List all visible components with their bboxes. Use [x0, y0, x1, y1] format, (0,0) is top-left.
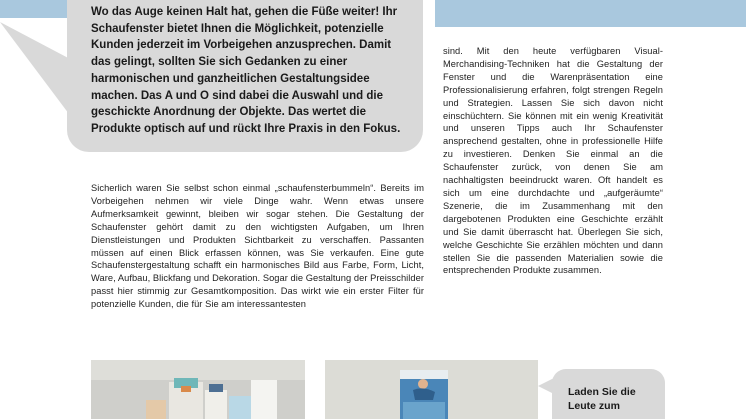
product-display-photo-2 [325, 360, 538, 419]
small-callout-text: Laden Sie die Leute zum [568, 386, 636, 412]
article-column-right: sind. Mit den heute verfügbaren Visual-Merchandising-Techniken hat die Gestaltung der Fenster und die Warenpräsentation eine Professionalisierung erfahren, folgt strengen Regeln und Strategien. Lassen Sie sich davon nicht einschüchtern. Sie können mit ein wenig Kreativität und unseren Tipps auch Ihr Schaufenster ansprechend gestalten, ohne in professionelle Hilfe zu investieren. Denken Sie einmal an die Schaufenster zurück, von denen Sie am nachhaltigsten beeindruckt waren. Oft handelt es sich um eine durchdachte und „aufgeräumte“ Szenerie, die im Zusammenhang mit den dargebotenen Produkten eine Geschichte erzählt und Sie damit überrascht hat. Überlegen Sie sich, welche Geschichte Sie erzählen möchten und dann stellen Sie die passenden Materialien sowie die entsprechenden Produkte zusammen. [443, 46, 663, 276]
article-column-left: Sicherlich waren Sie selbst schon einmal „schaufensterbummeln“. Bereits im Vorbeigehen nehmen wir viele Dinge wahr. Wenn etwas unsere Aufmerksamkeit gewinnt, bleiben wir sogar stehen. Die Gestaltung der Schaufenster gehört damit zu den wichtigsten Aufgaben, um Ihren Dienstleistungen und Produkten Sichtbarkeit zu verschaffen. Passanten müssen auf einen Blick erfassen können, was Sie verkaufen. Eine gute Schaufenstergestaltung schafft ein harmonisches Bild aus Farbe, Form, Licht, Ware, Aufbau, Blickfang und Dekoration. Sogar die Gestaltung der Preisschilder passt hier stimmig zur Gesamtkomposition. Das wirkt wie ein erster Filter für potenzielle Kunden, die für Sie am interessantesten [91, 183, 424, 310]
decorative-band-right [435, 0, 746, 27]
callout-text: Wo das Auge keinen Halt hat, gehen die Füße weiter! Ihr Schaufenster bietet Ihnen die Möglichkeit, potenzielle Kunden jederzeit im Vorbeigehen anzusprechen. Damit das gelingt, sollten Sie sich Gedanken zu einer harmonischen und ganzheitlichen Gestaltungsidee machen. Das A und O sind dabei die Auswahl und die geschickte Anordnung der Objekte. Das wertet die Produkte optisch auf und rückt Ihre Praxis in den Fokus. [91, 6, 401, 135]
product-display-photo-1 [91, 360, 305, 419]
